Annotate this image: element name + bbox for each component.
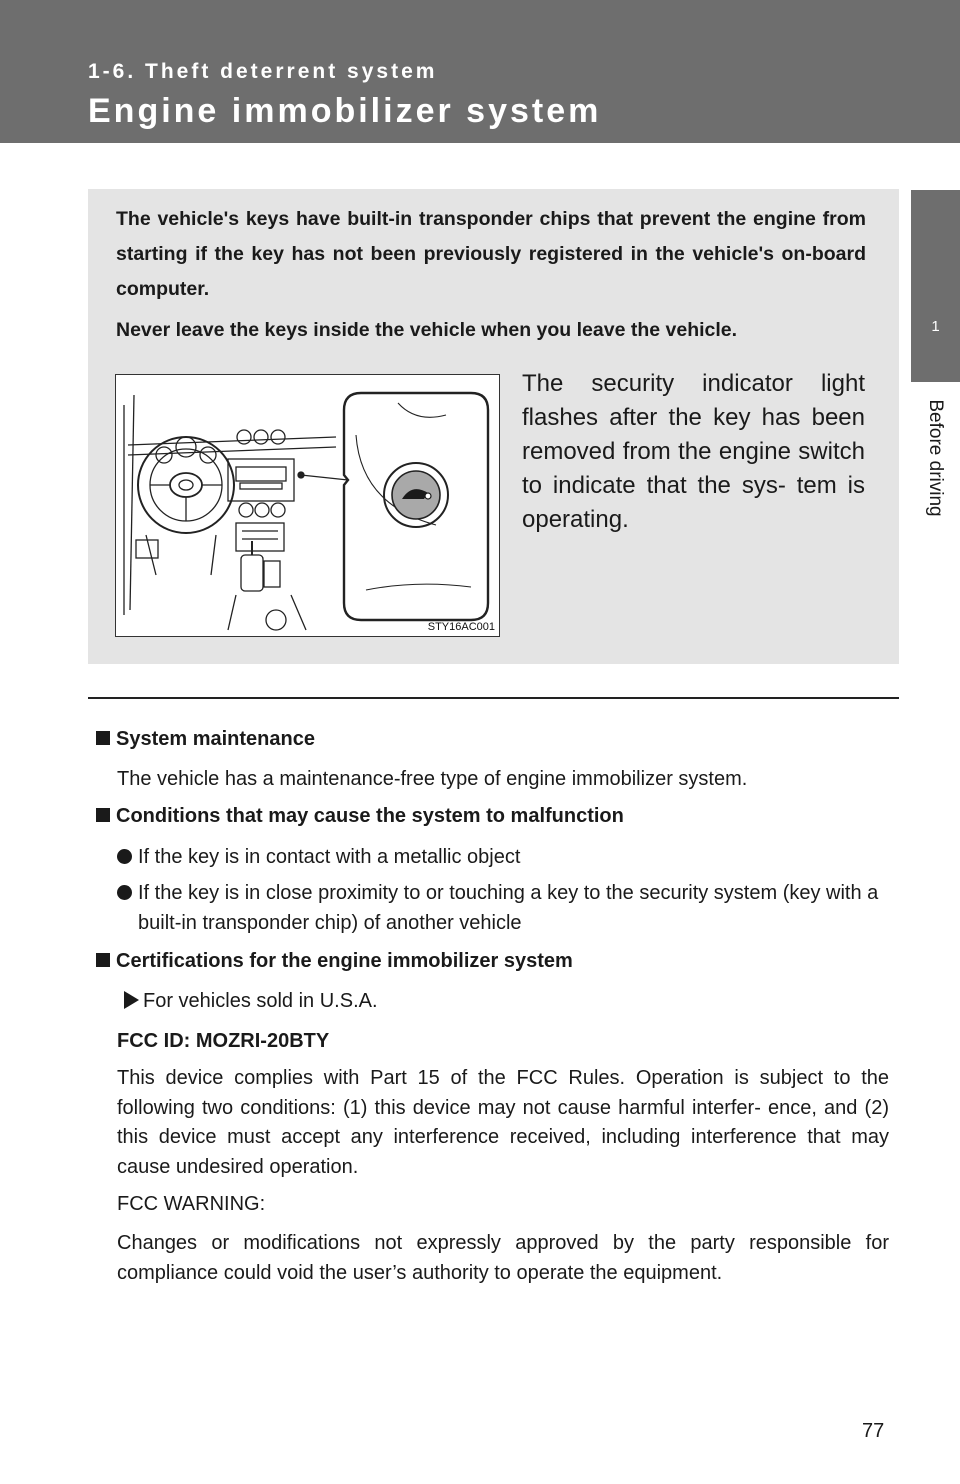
page-number: 77 <box>862 1420 885 1442</box>
maintenance-text: The vehicle has a maintenance-free type of engine immobilizer system. <box>117 768 748 790</box>
intro-paragraph-1: The vehicle's keys have built-in transponder chips that prevent the engine from starting if the key has not been previously registered in the vehicle's on-board computer. <box>116 208 866 300</box>
maintenance-heading-text: System maintenance <box>116 728 315 750</box>
certifications-heading-text: Certifications for the engine immobilizer system <box>116 950 573 972</box>
section-square-icon <box>96 953 110 967</box>
bullet-dot-icon <box>117 849 132 864</box>
section-square-icon <box>96 808 110 822</box>
dashboard-illustration <box>115 374 500 637</box>
fcc-warning-text: Changes or modifications not expressly approved by the party responsible for compliance could void the user’s authority to operate the equipment. <box>117 1232 889 1284</box>
triangle-arrow-icon <box>124 991 139 1009</box>
intro-paragraph-2: Never leave the keys inside the vehicle when you leave the vehicle. <box>116 319 738 341</box>
malfunction-bullet-2 <box>117 878 889 938</box>
malfunction-bullet-1 <box>117 840 889 874</box>
malfunction-heading-text: Conditions that may cause the system to malfunction <box>116 805 624 827</box>
malfunction-heading <box>96 805 624 828</box>
compliance-text: This device complies with Part 15 of the FCC Rules. Operation is subject to the following two conditions: (1) this device may not cause harmful interfer- ence, and (2) this device must accept any interference received, including interference that may cause undesired operation. <box>117 1067 889 1178</box>
bullet-dot-icon <box>117 885 132 900</box>
region-text: For vehicles sold in U.S.A. <box>143 990 378 1012</box>
malfunction-bullet-2-text: If the key is in close proximity to or touching a key to the security system (key with a built-in transponder chip) of another vehicle <box>138 882 879 934</box>
region-line <box>124 987 896 1017</box>
malfunction-bullet-1-text: If the key is in contact with a metallic object <box>138 846 521 868</box>
dashboard-drawing <box>116 375 498 635</box>
chapter-label: Before driving <box>925 399 946 517</box>
fcc-warning-label: FCC WARNING: <box>117 1193 266 1215</box>
divider-line <box>88 697 899 699</box>
chapter-tab <box>911 190 960 382</box>
section-square-icon <box>96 731 110 745</box>
figure-code: STY16AC001 <box>427 621 495 633</box>
certifications-heading <box>96 950 573 973</box>
chapter-number: 1 <box>931 318 940 335</box>
maintenance-heading <box>96 728 315 751</box>
subsection-title: 1-6. Theft deterrent system <box>88 60 438 83</box>
page-title: Engine immobilizer system <box>88 92 602 130</box>
fcc-id: FCC ID: MOZRI-20BTY <box>117 1030 330 1052</box>
figure-caption: The security indicator light flashes after the key has been removed from the engine switch to indicate that the sys- tem is operating. <box>522 370 865 533</box>
